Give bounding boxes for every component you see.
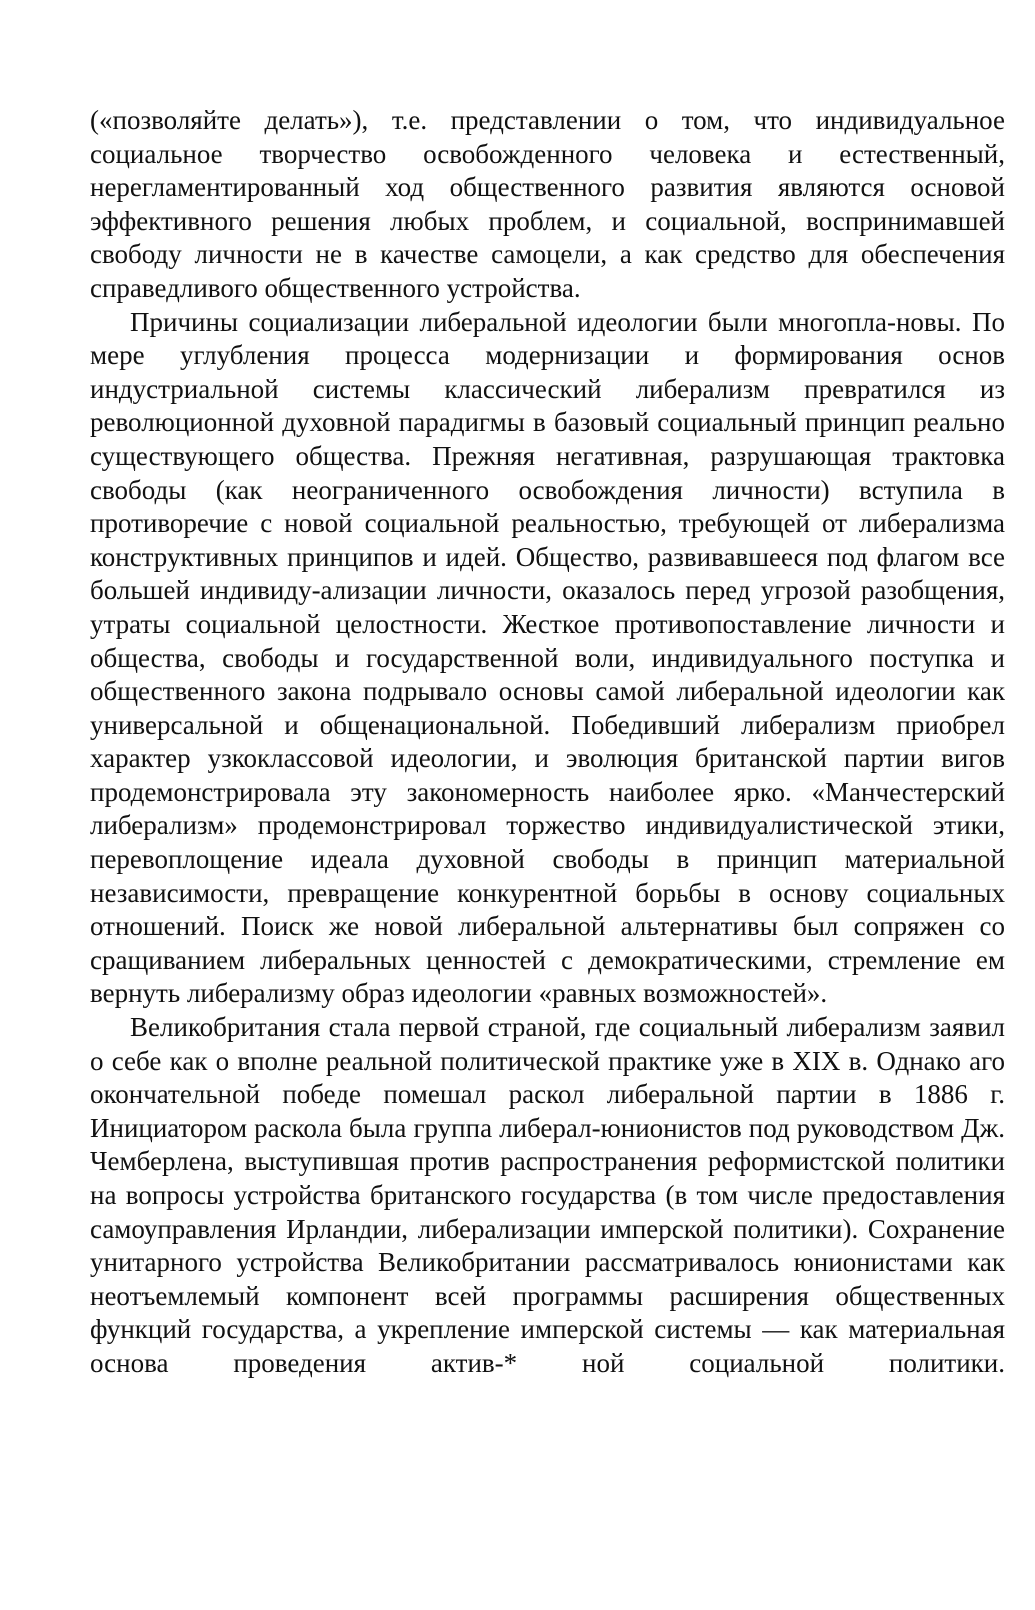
paragraph-3: Великобритания стала первой страной, где социальный либерализм заявил о себе как о вполне реальной политической практике уже в XIX в. Однако аго окончательной победе помешал раскол либеральной партии в 1886 г. Инициатором раскола была группа либерал-юнионистов под руководством Дж. Чемберлена, выступившая против распространения реформистской политики на вопросы устройства британского государства (в том числе предоставления самоуправления Ирландии, либерализации имперской политики). Сохранение унитарного устройства Великобритании рассматривалось юнионистами как неотъемлемый компонент всей программы расширения общественных функций государства, а укрепление имперской системы — как материальная основа проведения актив-* ной социальной политики. <box>90 1012 1005 1378</box>
document-page <box>90 104 1005 1381</box>
paragraph-1: («позволяйте делать»), т.е. представлении о том, что индивидуальное социальное творчество освобожденного человека и естественный, нерегламентированный ход общественного развития являются основой эффективного решения любых проблем, и социальной, воспринимавшей свободу личности не в качестве самоцели, а как средство для обеспечения справедливого общественного устройства. <box>90 105 1005 303</box>
paragraph-2: Причины социализации либеральной идеологии были многопла-новы. По мере углубления процесса модернизации и формирования основ индустриальной системы классический либерализм превратился из революционной духовной парадигмы в базовый социальный принцип реально существующего общества. Прежняя негативная, разрушающая трактовка свободы (как неограниченного освобождения личности) вступила в противоречие с новой социальной реальностью, требующей от либерализма конструктивных принципов и идей. Общество, развивавшееся под флагом все большей индивиду-ализации личности, оказалось перед угрозой разобщения, утраты социальной целостности. Жесткое противопоставление личности и общества, свободы и государственной воли, индивидуального поступка и общественного закона подрывало основы самой либеральной идеологии как универсальной и общенациональной. Победивший либерализм приобрел характер узкоклассовой идеологии, и эволюция британской партии вигов продемонстрировала эту закономерность наиболее ярко. «Манчестерский либерализм» продемонстрировал торжество индивидуалистической этики, перевоплощение идеала духовной свободы в принцип материальной независимости, превращение конкурентной борьбы в основу социальных отношений. Поиск же новой либеральной альтернативы был сопряжен со сращиванием либеральных ценностей с демократическими, стремление ем вернуть либерализму образ идеологии «равных возможностей». <box>90 306 1005 1009</box>
